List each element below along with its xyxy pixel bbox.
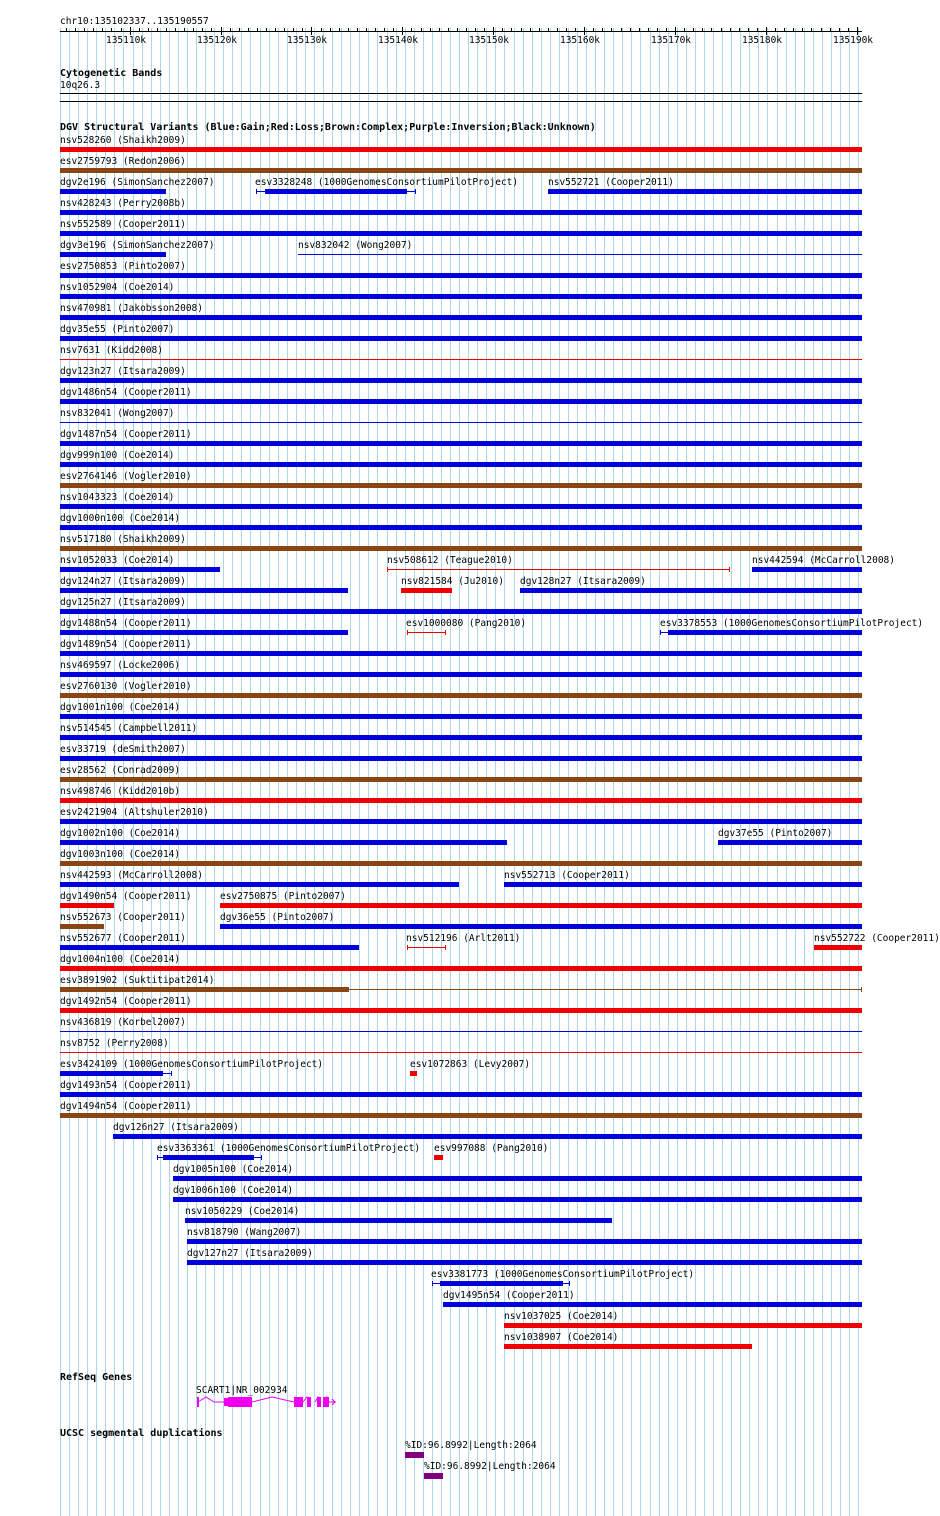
variant-bar[interactable] [60, 861, 862, 866]
variant-bar[interactable] [60, 422, 862, 423]
ruler-major-tick [493, 27, 494, 35]
ruler-minor-tick [266, 28, 267, 31]
variant-bar[interactable] [60, 651, 862, 656]
variant-label[interactable]: nsv7631 (Kidd2008) [60, 345, 163, 356]
ruler-minor-tick [839, 28, 840, 31]
ruler-minor-tick [121, 28, 122, 31]
refseq-track-title: RefSeq Genes [60, 1372, 133, 1383]
variant-label[interactable]: esv2421904 (Altshuler2010) [60, 807, 209, 818]
variant-label[interactable]: dgv1495n54 (Cooper2011) [443, 1290, 575, 1301]
variant-label[interactable]: nsv832041 (Wong2007) [60, 408, 175, 419]
variant-label[interactable]: dgv3e196 (SimonSanchez2007) [60, 240, 215, 251]
variant-bar[interactable] [407, 947, 446, 948]
variant-label[interactable]: esv3378553 (1000GenomesConsortiumPilotProject) [660, 618, 924, 629]
ruler-minor-tick [739, 28, 740, 31]
variant-bar[interactable] [60, 672, 862, 677]
variant-bar[interactable] [60, 609, 862, 614]
variant-cap [171, 1071, 172, 1076]
variant-label[interactable]: nsv552673 (Cooper2011) [60, 912, 186, 923]
variant-label[interactable]: dgv1488n54 (Cooper2011) [60, 618, 192, 629]
ruler-major-tick [402, 27, 403, 35]
ruler-minor-tick [666, 28, 667, 31]
ruler-minor-tick [166, 28, 167, 31]
ruler-minor-tick [66, 28, 67, 31]
variant-bar[interactable] [173, 1197, 862, 1202]
variant-label[interactable]: nsv436819 (Korbel2007) [60, 1017, 186, 1028]
ruler-major-tick [766, 27, 767, 35]
segdup-label[interactable]: %ID:96.8992|Length:2064 [405, 1440, 537, 1451]
variant-bar[interactable] [60, 777, 862, 782]
ruler-minor-tick [393, 28, 394, 31]
ruler-minor-tick [211, 28, 212, 31]
variant-label[interactable]: nsv517180 (Shaikh2009) [60, 534, 186, 545]
variant-cap [407, 630, 408, 635]
variant-label[interactable]: dgv37e55 (Pinto2007) [718, 828, 833, 839]
variant-cap [569, 1281, 570, 1286]
ruler-minor-tick [830, 28, 831, 31]
ruler-tick-label: 135190k [832, 35, 874, 46]
ruler-minor-tick [657, 28, 658, 31]
ruler-minor-tick [411, 28, 412, 31]
dgv-track-title: DGV Structural Variants (Blue:Gain;Red:Loss;Brown:Complex;Purple:Inversion;Black:Unknown) [60, 122, 596, 133]
ruler-minor-tick [384, 28, 385, 31]
ruler-tick-label: 135120k [196, 35, 238, 46]
ruler-minor-tick [793, 28, 794, 31]
variant-label[interactable]: esv2759793 (Redon2006) [60, 156, 186, 167]
variant-bar[interactable] [60, 840, 507, 845]
variant-label[interactable]: dgv1489n54 (Cooper2011) [60, 639, 192, 650]
variant-label[interactable]: nsv552721 (Cooper2011) [548, 177, 674, 188]
variant-label[interactable]: nsv512196 (Arlt2011) [406, 933, 521, 944]
variant-label[interactable]: nsv1050229 (Coe2014) [185, 1206, 300, 1217]
variant-bar[interactable] [504, 1344, 752, 1349]
variant-bar[interactable] [60, 168, 862, 173]
variant-label[interactable]: dgv35e55 (Pinto2007) [60, 324, 175, 335]
variant-bar[interactable] [520, 588, 862, 593]
variant-bar[interactable] [387, 569, 730, 570]
variant-label[interactable]: dgv127n27 (Itsara2009) [187, 1248, 313, 1259]
variant-bar[interactable] [187, 1260, 862, 1265]
variant-bar[interactable] [401, 588, 452, 593]
variant-bar[interactable] [60, 189, 166, 194]
variant-bar[interactable] [60, 336, 862, 341]
variant-bar[interactable] [60, 210, 862, 215]
ruler-major-tick [857, 27, 858, 35]
variant-label[interactable]: dgv126n27 (Itsara2009) [113, 1122, 239, 1133]
ruler-minor-tick [257, 28, 258, 31]
variant-cap [261, 1155, 262, 1160]
variant-label[interactable]: esv2764146 (Vogler2010) [60, 471, 192, 482]
variant-cap [432, 1281, 433, 1286]
variant-bar[interactable] [60, 630, 348, 635]
variant-label[interactable]: dgv2e196 (SimonSanchez2007) [60, 177, 215, 188]
ruler-minor-tick [511, 28, 512, 31]
variant-label[interactable]: nsv514545 (Campbell2011) [60, 723, 198, 734]
ruler-minor-tick [330, 28, 331, 31]
variant-label[interactable]: dgv1000n100 (Coe2014) [60, 513, 181, 524]
ruler-minor-tick [102, 28, 103, 31]
variant-label[interactable]: dgv1005n100 (Coe2014) [173, 1164, 294, 1175]
variant-label[interactable]: dgv1006n100 (Coe2014) [173, 1185, 294, 1196]
ruler-minor-tick [593, 28, 594, 31]
variant-label[interactable]: dgv36e55 (Pinto2007) [220, 912, 335, 923]
variant-label[interactable]: dgv1487n54 (Cooper2011) [60, 429, 192, 440]
variant-bar[interactable] [60, 1052, 862, 1053]
ruler-minor-tick [639, 28, 640, 31]
ruler-minor-tick [730, 28, 731, 31]
variant-label[interactable]: nsv470981 (Jakobsson2008) [60, 303, 203, 314]
ruler-minor-tick [802, 28, 803, 31]
variant-bar[interactable] [752, 567, 862, 572]
variant-bar[interactable] [185, 1218, 612, 1223]
variant-bar[interactable] [60, 735, 862, 740]
ruler-minor-tick [775, 28, 776, 31]
variant-label[interactable]: dgv1486n54 (Cooper2011) [60, 387, 192, 398]
ruler-minor-tick [275, 28, 276, 31]
ruler-minor-tick [202, 28, 203, 31]
variant-label[interactable]: nsv1052033 (Coe2014) [60, 555, 175, 566]
variant-whisker[interactable] [348, 989, 862, 990]
variant-label[interactable]: esv3381773 (1000GenomesConsortiumPilotProject) [431, 1269, 695, 1280]
variant-bar[interactable] [163, 1155, 254, 1160]
variant-bar[interactable] [60, 1031, 862, 1032]
variant-label[interactable]: nsv428243 (Perry2008b) [60, 198, 186, 209]
ruler-minor-tick [457, 28, 458, 31]
ruler-tick-label: 135140k [377, 35, 419, 46]
ruler-minor-tick [575, 28, 576, 31]
ruler-minor-tick [111, 28, 112, 31]
variant-bar[interactable] [60, 882, 459, 887]
ruler-minor-tick [448, 28, 449, 31]
ruler-minor-tick [693, 28, 694, 31]
ruler-minor-tick [502, 28, 503, 31]
ruler-minor-tick [93, 28, 94, 31]
variant-bar[interactable] [60, 483, 862, 488]
variant-bar[interactable] [60, 798, 862, 803]
variant-bar[interactable] [60, 441, 862, 446]
variant-label[interactable]: dgv1003n100 (Coe2014) [60, 849, 181, 860]
variant-label[interactable]: esv1072863 (Levy2007) [410, 1059, 531, 1070]
variant-bar[interactable] [60, 819, 862, 824]
variant-bar[interactable] [548, 189, 862, 194]
ruler-minor-tick [711, 28, 712, 31]
ruler-axis [60, 31, 862, 32]
ruler-minor-tick [721, 28, 722, 31]
ruler-minor-tick [784, 28, 785, 31]
variant-label[interactable]: nsv1052904 (Coe2014) [60, 282, 175, 293]
variant-label[interactable]: esv2760130 (Vogler2010) [60, 681, 192, 692]
variant-label[interactable]: esv3424109 (1000GenomesConsortiumPilotProject) [60, 1059, 324, 1070]
ruler-minor-tick [75, 28, 76, 31]
variant-bar[interactable] [60, 1092, 862, 1097]
variant-label[interactable]: dgv999n100 (Coe2014) [60, 450, 175, 461]
variant-cap [256, 189, 257, 194]
variant-label[interactable]: nsv832042 (Wong2007) [298, 240, 413, 251]
ruler-tick-label: 135180k [741, 35, 783, 46]
variant-cap [157, 1155, 158, 1160]
segdup-bar[interactable] [405, 1452, 424, 1458]
variant-bar[interactable] [60, 546, 862, 551]
ruler-minor-tick [566, 28, 567, 31]
ruler-major-tick [675, 27, 676, 35]
variant-bar[interactable] [60, 273, 862, 278]
variant-label[interactable]: esv28562 (Conrad2009) [60, 765, 181, 776]
ruler-tick-label: 135130k [286, 35, 328, 46]
variant-bar[interactable] [187, 1239, 862, 1244]
variant-label[interactable]: nsv528260 (Shaikh2009) [60, 135, 186, 146]
ruler-minor-tick [484, 28, 485, 31]
ruler-minor-tick [475, 28, 476, 31]
ruler-minor-tick [366, 28, 367, 31]
variant-label[interactable]: nsv508612 (Teague2010) [387, 555, 513, 566]
variant-cap [445, 945, 446, 950]
variant-bar[interactable] [504, 882, 862, 887]
ruler-minor-tick [148, 28, 149, 31]
ruler-tick-label: 135160k [559, 35, 601, 46]
variant-label[interactable]: nsv469597 (Locke2006) [60, 660, 181, 671]
variant-label[interactable]: esv3328248 (1000GenomesConsortiumPilotProject) [255, 177, 519, 188]
variant-label[interactable]: nsv1037025 (Coe2014) [504, 1311, 619, 1322]
ruler-minor-tick [430, 28, 431, 31]
variant-bar[interactable] [173, 1176, 862, 1181]
variant-label[interactable]: esv33719 (deSmith2007) [60, 744, 186, 755]
variant-label[interactable]: dgv1004n100 (Coe2014) [60, 954, 181, 965]
variant-label[interactable]: nsv552677 (Cooper2011) [60, 933, 186, 944]
variant-label[interactable]: dgv1001n100 (Coe2014) [60, 702, 181, 713]
segdup-label[interactable]: %ID:96.8992|Length:2064 [424, 1461, 556, 1472]
variant-bar[interactable] [504, 1323, 862, 1328]
variant-label[interactable]: nsv821584 (Ju2010) [401, 576, 504, 587]
variant-label[interactable]: dgv123n27 (Itsara2009) [60, 366, 186, 377]
ruler-minor-tick [321, 28, 322, 31]
ruler-minor-tick [621, 28, 622, 31]
variant-label[interactable]: esv3891902 (Suktitipat2014) [60, 975, 215, 986]
variant-bar[interactable] [410, 1071, 417, 1076]
ruler-minor-tick [230, 28, 231, 31]
ruler-minor-tick [521, 28, 522, 31]
ruler-location: chr10:135102337..135190557 [60, 16, 209, 27]
ruler-minor-tick [466, 28, 467, 31]
gene-model-scart1[interactable] [190, 1394, 350, 1410]
variant-label[interactable]: nsv498746 (Kidd2010b) [60, 786, 181, 797]
variant-cap [445, 630, 446, 635]
variant-bar[interactable] [60, 987, 348, 992]
variant-bar[interactable] [814, 945, 862, 950]
variant-label[interactable]: dgv1490n54 (Cooper2011) [60, 891, 192, 902]
variant-cap [729, 567, 730, 572]
variant-bar[interactable] [718, 840, 862, 845]
ruler-minor-tick [175, 28, 176, 31]
ruler-minor-tick [811, 28, 812, 31]
ruler-minor-tick [748, 28, 749, 31]
variant-bar[interactable] [60, 588, 348, 593]
ruler-minor-tick [84, 28, 85, 31]
variant-label[interactable]: dgv1493n54 (Cooper2011) [60, 1080, 192, 1091]
ruler-minor-tick [611, 28, 612, 31]
variant-cap [60, 1071, 61, 1076]
variant-bar[interactable] [60, 567, 220, 572]
variant-bar[interactable] [60, 294, 862, 299]
variant-bar[interactable] [60, 315, 862, 320]
variant-bar[interactable] [60, 252, 166, 257]
ruler-minor-tick [357, 28, 358, 31]
ruler-minor-tick [421, 28, 422, 31]
variant-cap [415, 189, 416, 194]
ruler-minor-tick [339, 28, 340, 31]
variant-label[interactable]: dgv1494n54 (Cooper2011) [60, 1101, 192, 1112]
variant-label[interactable]: nsv552713 (Cooper2011) [504, 870, 630, 881]
ruler-minor-tick [302, 28, 303, 31]
variant-bar[interactable] [60, 966, 862, 971]
segdup-track-title: UCSC segmental duplications [60, 1428, 223, 1439]
variant-label[interactable]: nsv818790 (Wang2007) [187, 1227, 302, 1238]
cytoband-track-title: Cytogenetic Bands [60, 68, 163, 79]
variant-label[interactable]: nsv442594 (McCarroll2008) [752, 555, 895, 566]
variant-bar[interactable] [60, 1071, 163, 1076]
variant-label[interactable]: nsv8752 (Perry2008) [60, 1038, 169, 1049]
variant-cap [861, 630, 862, 635]
cytoband-line-top [60, 93, 862, 94]
ruler-minor-tick [348, 28, 349, 31]
ruler-minor-tick [557, 28, 558, 31]
gene-label[interactable]: SCART1|NR_002934 [196, 1385, 288, 1396]
variant-cap [660, 630, 661, 635]
variant-label[interactable]: dgv125n27 (Itsara2009) [60, 597, 186, 608]
variant-bar[interactable] [265, 189, 407, 194]
variant-bar[interactable] [220, 903, 862, 908]
variant-label[interactable]: dgv1492n54 (Cooper2011) [60, 996, 192, 1007]
ruler-minor-tick [648, 28, 649, 31]
variant-bar[interactable] [113, 1134, 862, 1139]
variant-label[interactable]: nsv552589 (Cooper2011) [60, 219, 186, 230]
variant-cap [348, 987, 349, 992]
ruler-minor-tick [248, 28, 249, 31]
variant-bar[interactable] [60, 1113, 862, 1118]
variant-bar[interactable] [60, 147, 862, 152]
ruler-minor-tick [684, 28, 685, 31]
cytoband-line-bottom [60, 101, 862, 102]
variant-bar[interactable] [60, 399, 862, 404]
ruler-minor-tick [548, 28, 549, 31]
ruler-tick-label: 135170k [650, 35, 692, 46]
variant-label[interactable]: esv997088 (Pang2010) [434, 1143, 549, 1154]
ruler-minor-tick [848, 28, 849, 31]
variant-bar[interactable] [668, 630, 862, 635]
ruler-major-tick [221, 27, 222, 35]
ruler-minor-tick [284, 28, 285, 31]
cytoband-label: 10q26.3 [60, 80, 101, 91]
variant-label[interactable]: esv2750853 (Pinto2007) [60, 261, 186, 272]
variant-bar[interactable] [60, 378, 862, 383]
ruler-minor-tick [139, 28, 140, 31]
ruler-tick-label: 135110k [105, 35, 147, 46]
variant-label[interactable]: esv2750875 (Pinto2007) [220, 891, 346, 902]
ruler-minor-tick [757, 28, 758, 31]
variant-bar[interactable] [60, 714, 862, 719]
ruler-major-tick [584, 27, 585, 35]
ruler-minor-tick [239, 28, 240, 31]
variant-bar[interactable] [60, 945, 359, 950]
variant-cap [861, 987, 862, 992]
variant-bar[interactable] [60, 462, 862, 467]
ruler-minor-tick [375, 28, 376, 31]
ruler-minor-tick [602, 28, 603, 31]
variant-bar[interactable] [407, 632, 446, 633]
variant-label[interactable]: esv3363361 (1000GenomesConsortiumPilotProject) [157, 1143, 421, 1154]
variant-cap [407, 945, 408, 950]
variant-bar[interactable] [60, 231, 862, 236]
variant-label[interactable]: nsv1043323 (Coe2014) [60, 492, 175, 503]
ruler-minor-tick [821, 28, 822, 31]
variant-bar[interactable] [440, 1281, 563, 1286]
variant-bar[interactable] [298, 254, 862, 255]
variant-bar[interactable] [443, 1302, 862, 1307]
ruler-minor-tick [157, 28, 158, 31]
ruler-minor-tick [630, 28, 631, 31]
variant-bar[interactable] [60, 504, 862, 509]
variant-label[interactable]: dgv128n27 (Itsara2009) [520, 576, 646, 587]
ruler-minor-tick [193, 28, 194, 31]
variant-label[interactable]: nsv1038907 (Coe2014) [504, 1332, 619, 1343]
variant-cap [387, 567, 388, 572]
ruler-minor-tick [539, 28, 540, 31]
variant-bar[interactable] [434, 1155, 443, 1160]
variant-bar[interactable] [60, 1008, 862, 1013]
ruler-minor-tick [184, 28, 185, 31]
variant-label[interactable]: nsv442593 (McCarroll2008) [60, 870, 203, 881]
variant-label[interactable]: nsv552722 (Cooper2011) [814, 933, 940, 944]
variant-label[interactable]: esv1000080 (Pang2010) [406, 618, 527, 629]
variant-bar[interactable] [220, 924, 862, 929]
variant-label[interactable]: dgv124n27 (Itsara2009) [60, 576, 186, 587]
segdup-bar[interactable] [424, 1473, 443, 1479]
ruler-tick-label: 135150k [468, 35, 510, 46]
ruler-minor-tick [530, 28, 531, 31]
ruler-major-tick [311, 27, 312, 35]
variant-bar[interactable] [60, 756, 862, 761]
variant-bar[interactable] [60, 525, 862, 530]
variant-bar[interactable] [60, 924, 104, 929]
ruler-minor-tick [293, 28, 294, 31]
variant-bar[interactable] [60, 903, 114, 908]
ruler-minor-tick [702, 28, 703, 31]
variant-label[interactable]: dgv1002n100 (Coe2014) [60, 828, 181, 839]
variant-bar[interactable] [60, 359, 862, 360]
ruler-major-tick [130, 27, 131, 35]
variant-bar[interactable] [60, 693, 862, 698]
ruler-minor-tick [439, 28, 440, 31]
